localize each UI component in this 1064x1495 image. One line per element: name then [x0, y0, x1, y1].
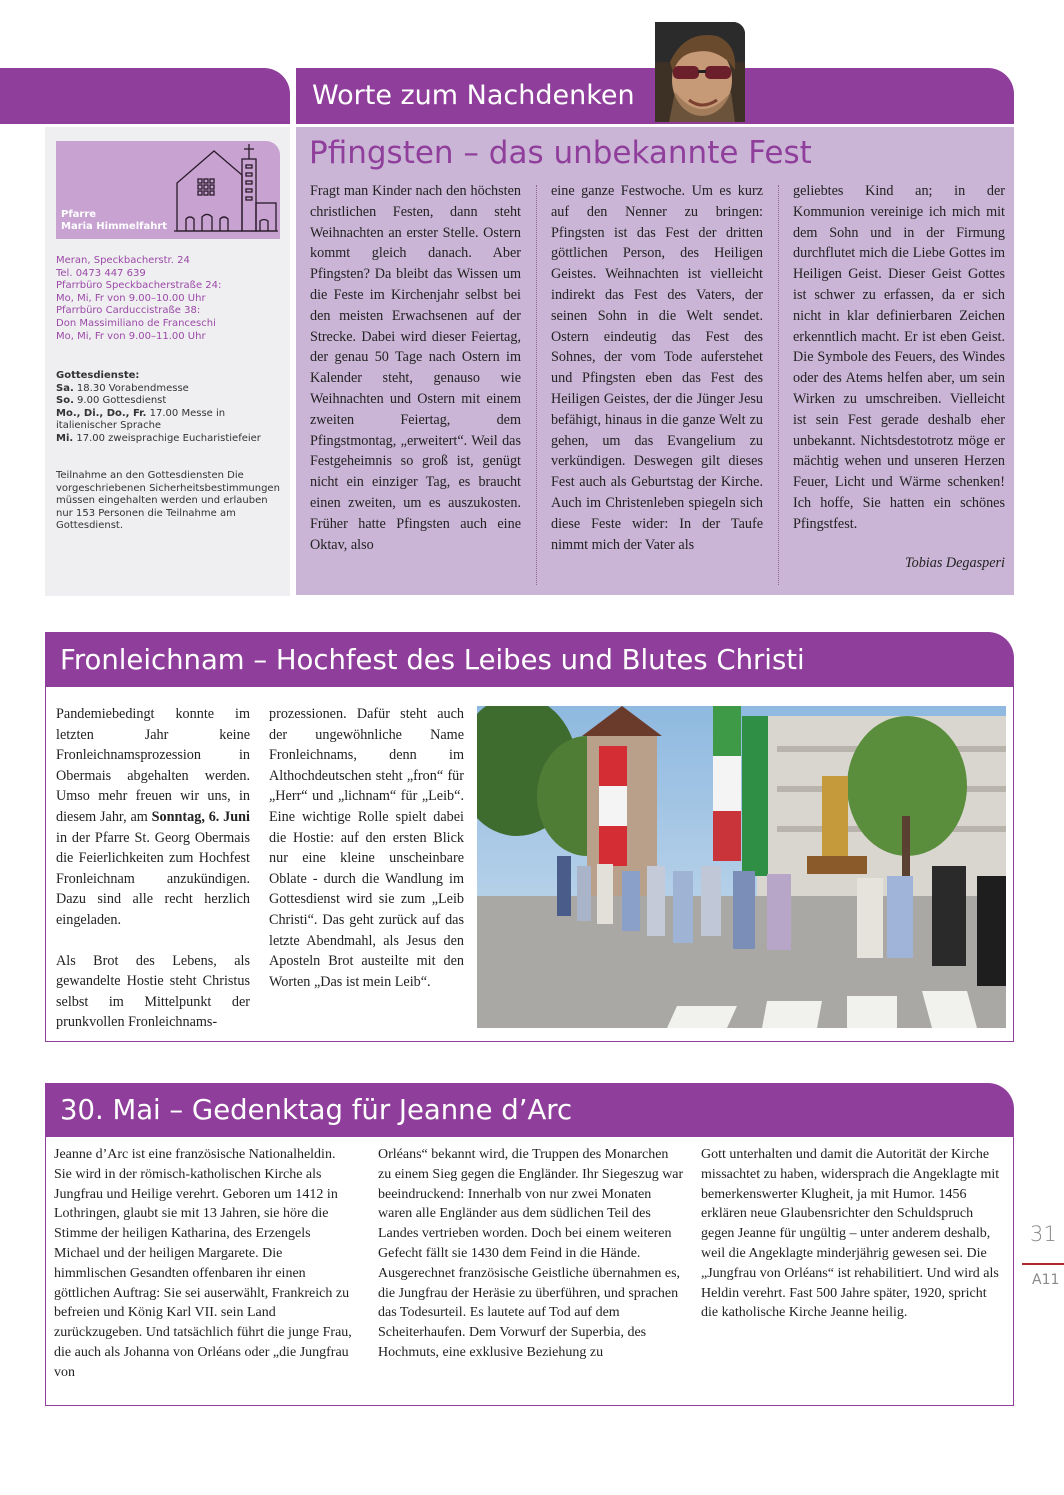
- parish-name-line1: Pfarre: [61, 209, 97, 220]
- fronleichnam-column-1: [56, 704, 250, 1034]
- address-line: Pfarrbüro Carduccistraße 38:: [56, 305, 201, 317]
- procession-photo: [477, 706, 1006, 1028]
- author-name: Tobias Degasperi: [905, 555, 1005, 571]
- service-item: So. 9.00 Gottesdienst: [56, 395, 167, 407]
- parish-logo-box: [56, 141, 280, 239]
- fronleichnam-column-2: prozessionen. Dafür steht auch der ungewöhnliche Name Fronleichnams, denn im Althochdeutschen steht „fron“ für „Herr“ und „lichnam“ für „Leib“. Eine wichtige Rolle spielt dabei die Hostie: auf den ersten Blick nur eine kleine unscheinbare Oblate - durch die Wandlung im Gottesdienst wird sie zum „Leib Christi“. Das geht zurück auf das letzte Abendmahl, als Jesus den Aposteln Brot austeilte mit den Worten „Das ist mein Leib“.: [269, 706, 464, 990]
- services-heading: Gottesdienste:: [56, 370, 140, 381]
- pfingsten-column-1: Fragt man Kinder nach den höchsten christlichen Festen, dann steht Weihnachten an erster Stelle. Ostern kommt gleich danach. Aber Pfingsten? Da bleibt das Wissen um die Feste im Kirchenjahr selbst bei den meisten Erwachsenen auf der Strecke. Dabei wird dieser Feiertag, der genau 50 Tage nach Ostern im Kalender steht, genauso wie Weihnachten und Ostern mit einem zweiten Feiertag, dem Pfingstmontag, „erweitert“. Weil das Festgeheimnis so groß ist, genügt nicht ein einziger Tag, es braucht einen zweiten, um es auszukosten. Früher hatte Pfingsten auch eine Oktav, also: [310, 183, 521, 553]
- section-title-fronleichnam: Fronleichnam – Hochfest des Leibes und Blutes Christi: [60, 644, 805, 676]
- address-line: Mo, Mi, Fr von 9.00–11.00 Uhr: [56, 330, 206, 342]
- section-title-worte: Worte zum Nachdenken: [312, 80, 635, 111]
- attendance-note: Teilnahme an den Gottesdiensten Die vorgeschriebenen Sicherheitsbestimmungen müssen eingehalten werden und erlauben nur 153 Personen die Teilnahme am Gottesdienst.: [56, 470, 280, 532]
- parish-address: [56, 255, 284, 343]
- jeanne-column-3: Gott unterhalten und damit die Autorität der Kirche missachtet zu haben, widersprach die Angeklagte mit bemerkenswerter Klugheit, ja mit Humor. 1456 erklären neue Glaubensrichter den Schuldspruch gegen Jeanne für ungültig – unter anderem deshalb, weil die Angeklagte minderjährig gewesen sei. Die „Jungfrau von Orléans“ ist rehabilitiert. Und wird als Heldin verehrt. Fast 500 Jahre später, 1920, spricht die katholische Kirche Jeanne heilig.: [701, 1147, 1000, 1321]
- service-item: Mo., Di., Do., Fr. 17.00 Messe in italienischer Sprache: [56, 407, 226, 432]
- pfingsten-column-2: eine ganze Festwoche. Um es kurz auf den Nenner zu bringen: Pfingsten ist das Fest der dritten göttlichen Person, des Heiligen Geistes. Weihnachten ist vielleicht indirekt das Fest des Vaters, der seinen Sohn in die Welt sendet. Ostern eindeutig das Fest des Sohnes, der vom Tode auferstehet und Pfingsten eben das Fest des Heiligen Geistes, der die Jünger Jesu befähigt, hinaus in die ganze Welt zu gehen, um das Evangelium zu verkündigen. Deswegen gilt dieses Fest auch als Geburtstag der Kirche. Auch im Christenleben spiegeln sich diese Feste wider: In der Taufe nimmt mich der Vater als: [551, 183, 763, 553]
- pfingsten-panel: [296, 127, 1014, 595]
- jeanne-column-1: Jeanne d’Arc ist eine französische Nationalheldin. Sie wird in der römisch-katholischen Kirche als Jungfrau und Heilige verehrt. Geboren um 1412 in Lothringen, glaubt sie mit 13 Jahren, sie höre die Stimme der heiligen Katharina, des Erzengels Michael und der heiligen Margarete. Die himmlischen Gesandten offenbaren ihr einen göttlichen Auftrag: Sie sei auserwählt, Frankreich zu befreien und König Karl VII. sein Land zurückzugeben. Und tatsächlich führt die junge Frau, die auch als Johanna von Orléans oder „die Jungfrau von: [54, 1147, 352, 1380]
- address-line: Don Massimiliano de Franceschi: [56, 317, 216, 329]
- column-divider: [536, 185, 537, 585]
- service-item: Sa. 18.30 Vorabendmesse: [56, 382, 189, 394]
- page-number-rule: [1022, 1263, 1064, 1265]
- pfingsten-column-3: geliebtes Kind an; in der Kommunion vereinige ich mich mit dem Sohn und in der Firmung durchflutet mich die Liebe Gottes im Heiligen Geist. Dieser Geist Gottes ist schwer zu erfassen, da er sich nicht in klar definierbaren Zeichen erkenntlich macht. Er ist eben Geist. Die Symbole des Feuers, des Windes oder des Atems helfen aber, um sein Wirken zu umschreiben. Vielleicht ist sein Fest gerade deshalb eher unbekannt. Nichtsdestotrotz möge er mächtig wehen und unseren Herzen Feuer, Licht und Wärme schenken! Ich hoffe, Sie hatten ein schönes Pfingstfest.: [793, 183, 1005, 532]
- author-photo: [655, 22, 745, 122]
- service-item: Mi. 17.00 zweisprachige Eucharistiefeier: [56, 432, 261, 444]
- church-icon: [174, 143, 278, 235]
- sidebar-panel: [45, 127, 290, 596]
- column-divider: [778, 185, 779, 585]
- address-line: Mo, Mi, Fr von 9.00–10.00 Uhr: [56, 292, 206, 304]
- page-number: 31: [1030, 1222, 1057, 1246]
- page-code: A11: [1032, 1272, 1060, 1288]
- paragraph: Pandemiebedingt konnte im letzten Jahr keine Fronleichnamsprozession in Obermais abgehalten werden. Umso mehr freuen wir uns, in diesem Jahr, am Sonntag, 6. Juni in der Pfarre St. Georg Obermais die Feierlichkeiten zum Hochfest Fronleichnam anzukündigen. Dazu sind alle recht herzlich eingeladen.: [56, 706, 250, 928]
- address-line: Pfarrbüro Speckbacherstraße 24:: [56, 280, 222, 292]
- section-title-jeanne: 30. Mai – Gedenktag für Jeanne d’Arc: [60, 1094, 573, 1126]
- paragraph: Als Brot des Lebens, als gewandelte Hostie steht Christus selbst im Mittelpunkt der prunkvollen Fronleichnams-: [56, 952, 250, 1031]
- header-band-left: [0, 68, 290, 124]
- jeanne-column-2: Orléans“ bekannt wird, die Truppen des Monarchen zu einem Sieg gegen die Engländer. Ihr Siegeszug war beeindruckend: Innerhalb von nur zwei Monaten waren alle Engländer aus dem südlichen Teil des Landes vertrieben worden. Doch bei einem weiteren Gefecht fällt sie 1430 dem Feind in die Hände. Ausgerechnet französische Geistliche übernahmen es, die Jungfrau der Heräsie zu überführen, und sprachen das Todesurteil. Es lautete auf Tod auf dem Scheiterhaufen. Dem Vorwurf der Superbia, des Hochmuts, eine exklusive Beziehung zu: [378, 1147, 684, 1360]
- address-line: Tel. 0473 447 639: [56, 267, 146, 279]
- address-line: Meran, Speckbacherstr. 24: [56, 255, 190, 266]
- parish-name-line2: Maria Himmelfahrt: [61, 221, 168, 232]
- article-title-pfingsten: Pfingsten – das unbekannte Fest: [309, 135, 812, 171]
- services-block: [56, 370, 282, 446]
